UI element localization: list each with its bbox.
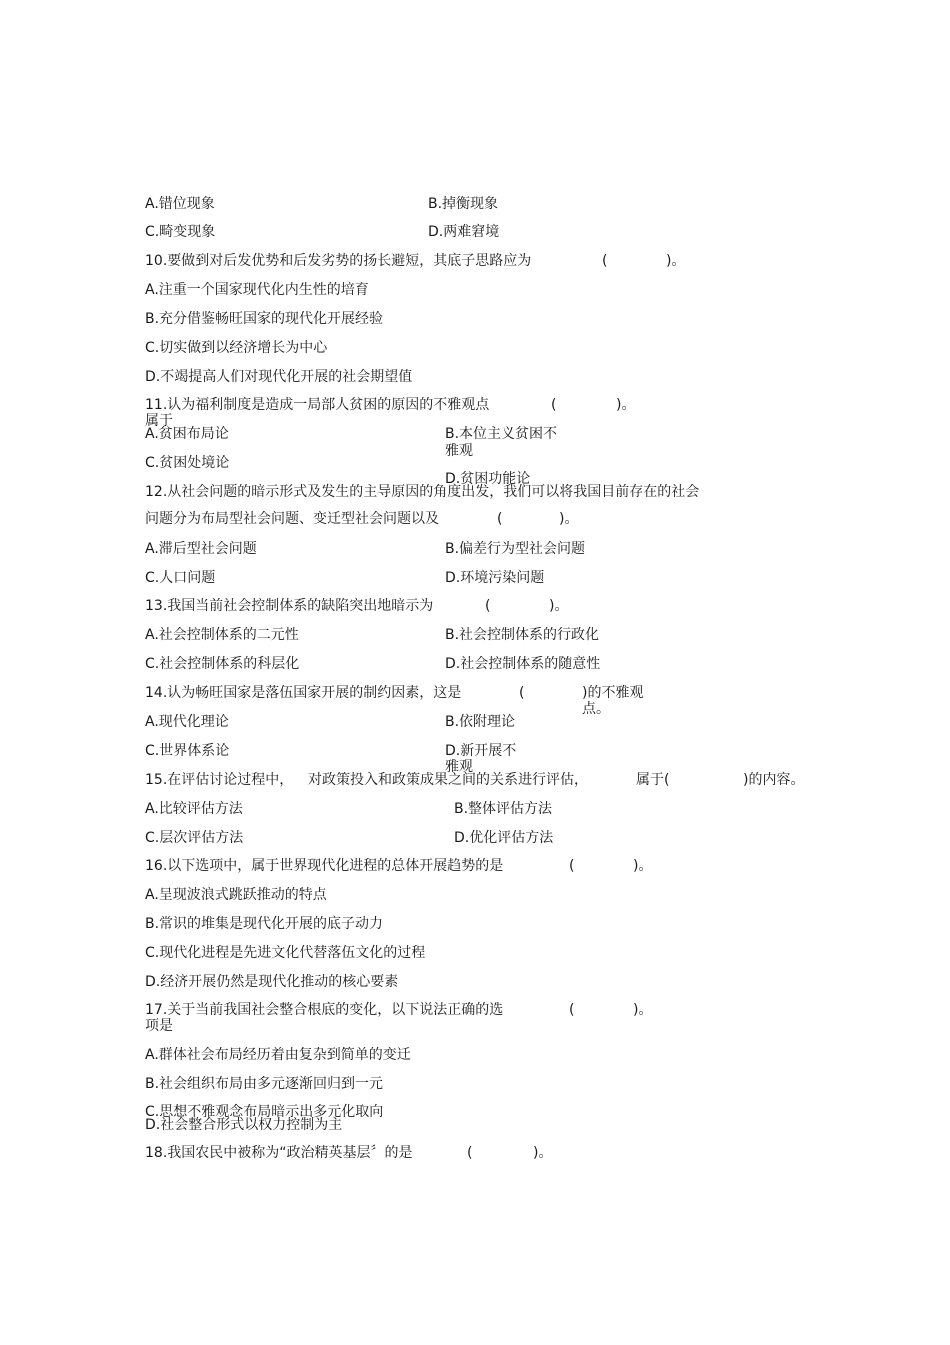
q14-option-d-wrap: 雅观 xyxy=(445,759,473,775)
q16-option-c: C.现代化进程是先进文化代替落伍文化的过程 xyxy=(145,945,426,961)
q15-stem-mid: 对政策投入和政策成果之间的关系进行评估， xyxy=(308,772,588,788)
q10-option-c: C.切实做到以经济增长为中心 xyxy=(145,340,328,356)
q10-option-a: A.注重一个国家现代化内生性的培育 xyxy=(145,282,369,298)
q15-paren-close: )的内容。 xyxy=(743,772,805,788)
q13-stem: 13.我国当前社会控制体系的缺陷突出地暗示为 xyxy=(145,598,434,614)
q15-option-d: D.优化评估方法 xyxy=(454,830,554,846)
q14-option-c: C.世界体系论 xyxy=(145,743,230,759)
q10-option-b: B.充分借鉴畅旺国家的现代化开展经验 xyxy=(145,311,384,327)
q17-paren-open: ( xyxy=(569,1002,575,1018)
q12-stem-line1: 12.从社会问题的暗示形式及发生的主导原因的角度出发，我们可以将我国目前存在的社会 xyxy=(145,484,700,500)
q17-option-b: B.社会组织布局由多元逐渐回归到一元 xyxy=(145,1076,384,1092)
q13-paren-open: ( xyxy=(485,598,491,614)
q9-option-a: A.错位现象 xyxy=(145,196,215,212)
q14-paren-open: ( xyxy=(519,685,525,701)
q10-option-d: D.不竭提高人们对现代化开展的社会期望值 xyxy=(145,369,413,385)
q16-option-b: B.常识的堆集是现代化开展的底子动力 xyxy=(145,916,384,932)
q13-option-b: B.社会控制体系的行政化 xyxy=(445,627,600,643)
q10-paren-open: ( xyxy=(602,253,608,269)
q16-paren-close: )。 xyxy=(633,858,653,874)
q16-option-a: A.呈现波浪式跳跃推动的特点 xyxy=(145,887,327,903)
q18-paren-close: )。 xyxy=(533,1145,553,1161)
q14-stem: 14.认为畅旺国家是落伍国家开展的制约因素，这是 xyxy=(145,685,462,701)
q12-paren-open: ( xyxy=(497,511,503,527)
q16-paren-open: ( xyxy=(569,858,575,874)
q15-option-c: C.层次评估方法 xyxy=(145,830,244,846)
q12-option-b: B.偏差行为型社会问题 xyxy=(445,541,586,557)
q18-paren-open: ( xyxy=(467,1145,473,1161)
q15-stem: 15.在评估讨论过程中， xyxy=(145,772,294,788)
q13-option-a: A.社会控制体系的二元性 xyxy=(145,627,299,643)
q11-stem-wrap: 属于 xyxy=(145,413,173,429)
q9-option-b: B.掉衡现象 xyxy=(428,196,499,212)
q15-option-a: A.比较评估方法 xyxy=(145,801,243,817)
q14-paren-close: )的不雅观 xyxy=(582,685,644,701)
q14-paren-wrap: 点。 xyxy=(582,701,610,717)
q12-option-c: C.人口问题 xyxy=(145,570,216,586)
q18-stem: 18.我国农民中被称为“政治精英基层〞的是 xyxy=(145,1145,413,1161)
q13-paren-close: )。 xyxy=(549,598,569,614)
q12-stem-line2: 问题分为布局型社会问题、变迁型社会问题以及 xyxy=(145,511,439,527)
q15-stem-tail: 属于( xyxy=(636,772,670,788)
q11-option-b-wrap: 雅观 xyxy=(445,443,473,459)
q17-option-d: D.社会整合形式以权力控制为主 xyxy=(145,1117,343,1133)
q11-paren-close: )。 xyxy=(616,397,636,413)
q14-option-d: D.新开展不 xyxy=(445,743,517,759)
q17-option-a: A.群体社会布局经历着由复杂到简单的变迁 xyxy=(145,1047,411,1063)
q13-option-d: D.社会控制体系的随意性 xyxy=(445,656,601,672)
q16-option-d: D.经济开展仍然是现代化推动的核心要素 xyxy=(145,974,399,990)
q11-stem: 11.认为福利制度是造成一局部人贫困的原因的不雅观点 xyxy=(145,397,490,413)
q12-paren-close: )。 xyxy=(559,511,579,527)
q15-option-b: B.整体评估方法 xyxy=(454,801,553,817)
q10-stem: 10.要做到对后发优势和后发劣势的扬长避短，其底子思路应为 xyxy=(145,253,532,269)
q11-paren-open: ( xyxy=(551,397,557,413)
q9-option-c: C.畸变现象 xyxy=(145,224,216,240)
q13-option-c: C.社会控制体系的科层化 xyxy=(145,656,300,672)
q17-stem: 17.关于当前我国社会整合根底的变化，以下说法正确的选 xyxy=(145,1002,504,1018)
q11-option-b: B.本位主义贫困不 xyxy=(445,426,558,442)
q11-option-c: C.贫困处境论 xyxy=(145,455,230,471)
q14-option-b: B.依附理论 xyxy=(445,714,516,730)
q12-option-d: D.环境污染问题 xyxy=(445,570,545,586)
q9-option-d: D.两难窘境 xyxy=(428,224,500,240)
q16-stem: 16.以下选项中，属于世界现代化进程的总体开展趋势的是 xyxy=(145,858,504,874)
q17-option-c: C.思想不雅观念布局暗示出多元化取向 xyxy=(145,1104,384,1120)
q17-paren-close: )。 xyxy=(633,1002,653,1018)
q14-option-a: A.现代化理论 xyxy=(145,714,229,730)
q12-option-a: A.滞后型社会问题 xyxy=(145,541,257,557)
q11-option-d: D.贫困功能论 xyxy=(445,471,531,487)
q17-stem-wrap: 项是 xyxy=(145,1018,173,1034)
q11-option-a: A.贫困布局论 xyxy=(145,426,229,442)
q10-paren-close: )。 xyxy=(666,253,686,269)
